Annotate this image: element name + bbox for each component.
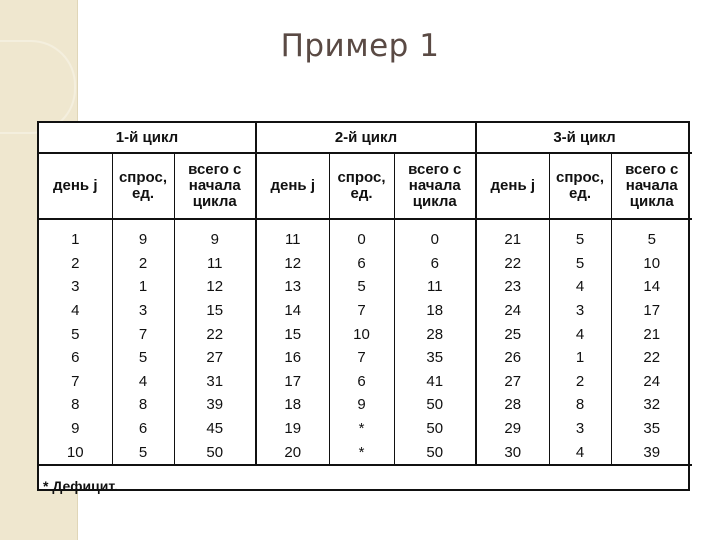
table-cell: 14 (643, 278, 661, 296)
table-cell: 10 (39, 440, 112, 465)
table-body (39, 219, 692, 465)
table-cell: 8 (39, 393, 112, 417)
table-cell: 8 (549, 393, 611, 417)
table-cell: 6 (39, 346, 112, 370)
table-cell: 5 (549, 252, 611, 276)
table-cell: 25 (476, 322, 549, 346)
table-cell: 4 (549, 275, 611, 299)
table-cell: 35 (643, 420, 661, 438)
table-cell: 41 (394, 370, 476, 394)
table-cell: 3 (112, 299, 174, 323)
table-cell: 50 (394, 393, 476, 417)
cycle-1-header: 1-й цикл (39, 123, 256, 153)
table-cell: 5 (112, 346, 174, 370)
table-cell: 0 (394, 219, 476, 252)
footnote: * Дефицит. (39, 465, 692, 500)
slide-title: Пример 1 (280, 28, 440, 64)
table-cell: 19 (256, 417, 329, 441)
table-cell: 8 (112, 393, 174, 417)
table-cell: 29 (476, 417, 549, 441)
table-cell: 18 (394, 299, 476, 323)
table-cell: 4 (112, 370, 174, 394)
table-cell: * (329, 417, 394, 441)
table-cell: 27 (476, 370, 549, 394)
table-cell: 27 (174, 346, 256, 370)
col-day-header: день j (256, 153, 329, 219)
col-total-header: всего с начала цикла (611, 153, 692, 219)
table-cell: 3 (39, 275, 112, 299)
table-cell: 16 (256, 346, 329, 370)
table-cell: 11 (174, 252, 256, 276)
table-cell: 1 (39, 219, 112, 252)
col-demand-header: спрос, ед. (112, 153, 174, 219)
table-cell: 5 (112, 440, 174, 465)
table-cell: 20 (256, 440, 329, 465)
col-day-header: день j (39, 153, 112, 219)
table-cell: 21 (643, 325, 661, 343)
table-cell: 4 (39, 299, 112, 323)
table-cell: 6 (329, 370, 394, 394)
table-cell: 50 (394, 440, 476, 465)
col-total-header: всего с начала цикла (394, 153, 476, 219)
table-cell: 7 (112, 322, 174, 346)
table-cell: 6 (329, 252, 394, 276)
table-cell: 10 (643, 254, 661, 272)
table-cell: 15 (174, 299, 256, 323)
col-total-header: всего с начала цикла (174, 153, 256, 219)
table-cell: 7 (329, 346, 394, 370)
table-cell: 5 (549, 219, 611, 252)
table-cell: 12 (174, 275, 256, 299)
table-cell: 24 (643, 372, 661, 390)
cycle-3-header: 3-й цикл (476, 123, 692, 153)
table-cell: 21 (476, 219, 549, 252)
table-row (39, 252, 692, 276)
table-cell: 11 (394, 275, 476, 299)
table-cell: 11 (256, 219, 329, 252)
table-cell: 7 (39, 370, 112, 394)
table-row (39, 440, 692, 465)
col-demand-header: спрос, ед. (549, 153, 611, 219)
table-row (39, 219, 692, 252)
table-cell: 39 (643, 443, 661, 461)
table-cell: 28 (476, 393, 549, 417)
table-cell: 35 (394, 346, 476, 370)
table-cell: 3 (549, 417, 611, 441)
table-cell: 1 (549, 346, 611, 370)
table-cell: 26 (476, 346, 549, 370)
table-cell: 9 (112, 219, 174, 252)
table-cell: 32 (643, 396, 661, 414)
table-cell: * (329, 440, 394, 465)
table-cell: 24 (476, 299, 549, 323)
table-cell: 2 (549, 370, 611, 394)
table-row (39, 299, 692, 323)
table-cell: 5 (39, 322, 112, 346)
table-cell: 45 (174, 417, 256, 441)
table-cell: 9 (174, 219, 256, 252)
table-row (39, 417, 692, 441)
table-cell: 15 (256, 322, 329, 346)
table-cell: 5 (647, 231, 656, 249)
column-header-row (39, 153, 692, 219)
table-cell: 13 (256, 275, 329, 299)
table-cell: 18 (256, 393, 329, 417)
table-cell: 14 (256, 299, 329, 323)
table-cell: 2 (39, 252, 112, 276)
footnote-row (39, 465, 692, 500)
table-cell: 50 (394, 417, 476, 441)
demand-table-grid (39, 123, 692, 500)
table-cell: 0 (329, 219, 394, 252)
table-cell: 9 (329, 393, 394, 417)
table-cell: 3 (549, 299, 611, 323)
table-cell: 22 (643, 349, 661, 367)
table-cell: 1 (112, 275, 174, 299)
table-cell: 9 (39, 417, 112, 441)
table-cell: 17 (643, 302, 661, 320)
demand-table (37, 121, 690, 494)
table-cell: 10 (329, 322, 394, 346)
table-cell: 4 (549, 440, 611, 465)
table-cell: 28 (394, 322, 476, 346)
table-cell: 5 (329, 275, 394, 299)
cycle-header-row (39, 123, 692, 153)
table-cell: 22 (476, 252, 549, 276)
table-cell: 2 (112, 252, 174, 276)
table-cell: 23 (476, 275, 549, 299)
table-row (39, 346, 692, 370)
table-cell: 12 (256, 252, 329, 276)
table-cell: 6 (112, 417, 174, 441)
col-day-header: день j (476, 153, 549, 219)
table-cell: 30 (476, 440, 549, 465)
cycle-2-header: 2-й цикл (256, 123, 476, 153)
table-cell: 31 (174, 370, 256, 394)
table-cell: 50 (174, 440, 256, 465)
table-row (39, 393, 692, 417)
table-cell: 39 (174, 393, 256, 417)
table-cell: 4 (549, 322, 611, 346)
table-cell: 22 (174, 322, 256, 346)
table-row (39, 275, 692, 299)
table-cell: 17 (256, 370, 329, 394)
table-row (39, 322, 692, 346)
table-cell: 6 (394, 252, 476, 276)
col-demand-header: спрос, ед. (329, 153, 394, 219)
table-cell: 7 (329, 299, 394, 323)
table-row (39, 370, 692, 394)
